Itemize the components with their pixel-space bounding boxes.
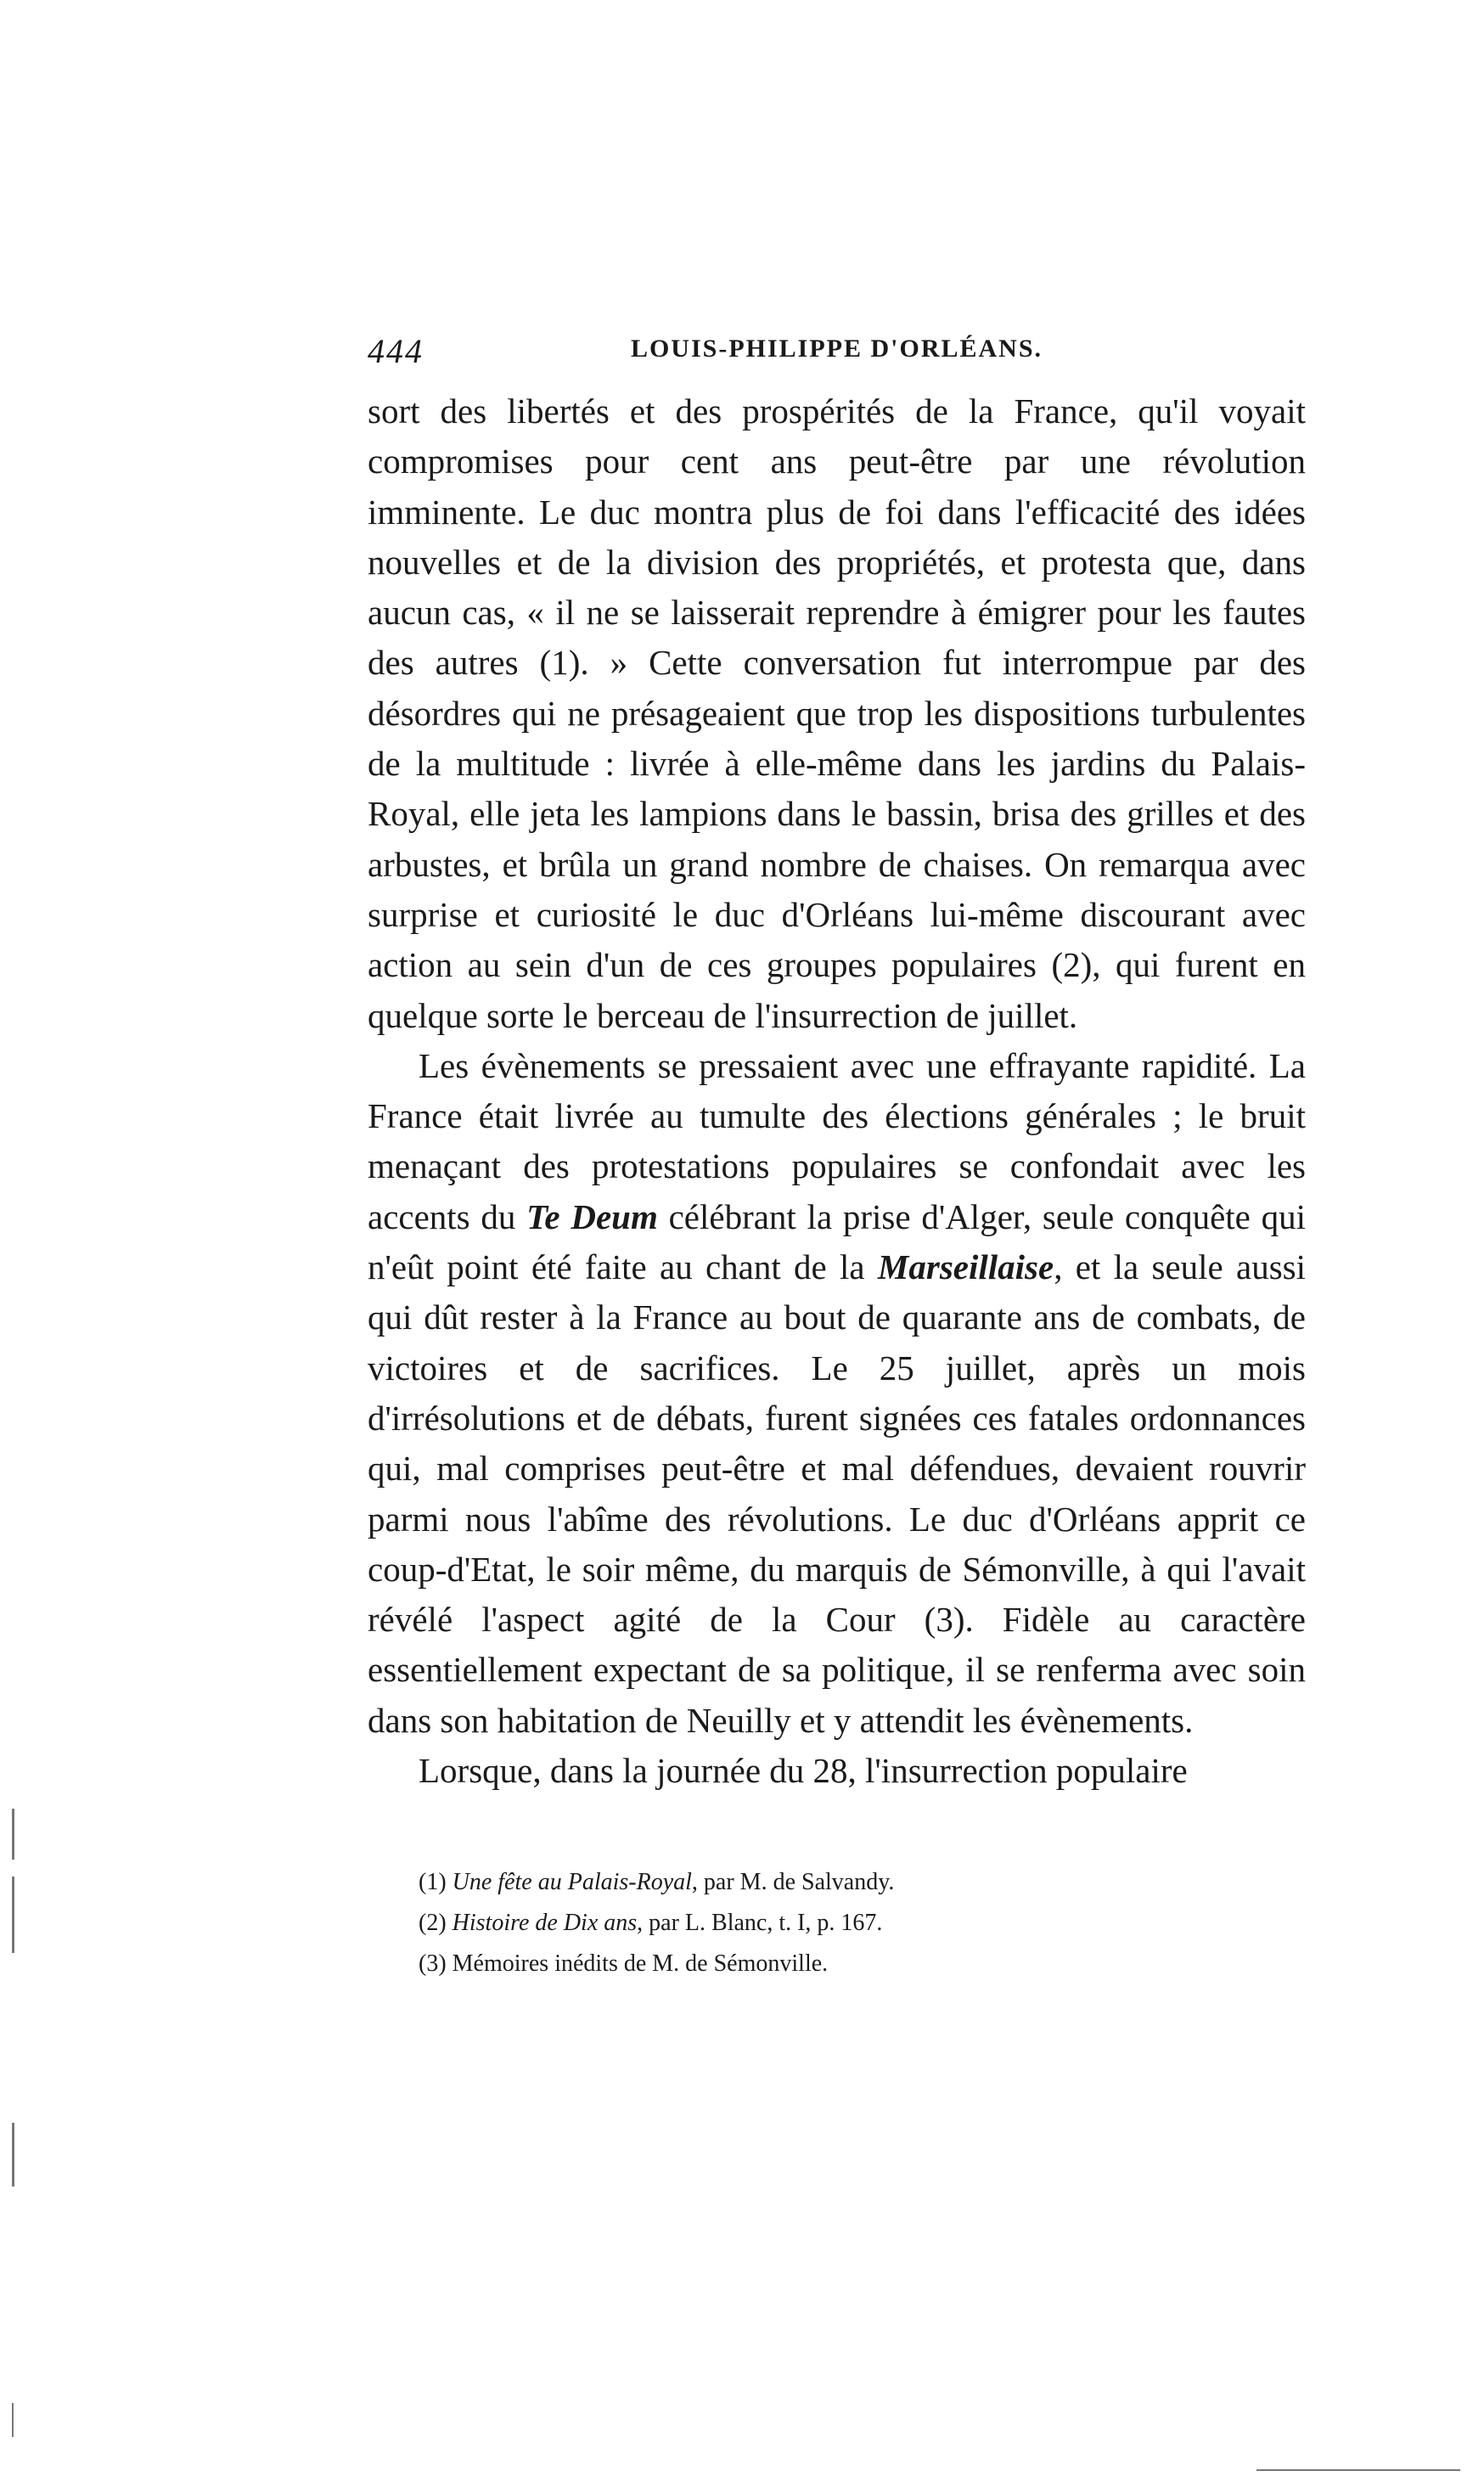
paragraph-1	[368, 386, 1306, 1041]
body-text	[368, 386, 1306, 1796]
footnote-text: Mémoires inédits de M. de Sémonville.	[452, 1950, 829, 1977]
paragraph-2-text-b: célébrant la prise d'Alger, seule conquête qui n'eût point été faite au chant de la	[368, 1196, 1306, 1287]
paragraph-3	[368, 1746, 1306, 1796]
scan-artifact-left-4	[12, 2403, 14, 2437]
footnote-title: Histoire de Dix ans	[452, 1910, 638, 1936]
marseillaise-italic: Marseillaise	[877, 1247, 1054, 1287]
footnotes	[419, 1862, 1306, 1984]
paragraph-1-text: sort des libertés et des prospérités de la France, qu'il voyait compromises pour cent ans peut-être par une révolution imminente. Le duc montra plus de foi dans l'efficacité des idées nouvelles et de la division des propriétés, et protesta que, dans aucun cas, « il ne se laisserait reprendre à émigrer pour les fautes des autres (1). » Cette conversation fut interrompue par des désordres qui ne présageaient que trop les dispositions turbulentes de la multitude : livrée à elle-même dans les jardins du Palais-Royal, elle jeta les lampions dans le bassin, brisa des grilles et des arbustes, et brûla un grand nombre de chaises. On remarqua avec surprise et curiosité le duc d'Orléans lui-même discourant avec action au sein d'un de ces groupes populaires (2), qui furent en quelque sorte le berceau de l'insurrection de juillet.	[368, 391, 1306, 1035]
paragraph-2-text-c: , et la seule aussi qui dût rester à la France au bout de quarante ans de combats, de victoires et de sacrifices. Le 25 juillet, après un mois d'irrésolutions et de débats, furent signées ces fatales ordonnances qui, mal comprises peut-être et mal défendues, devaient rouvrir parmi nous l'abîme des révolutions. Le duc d'Orléans apprit ce coup-d'Etat, le soir même, du marquis de Sémonville, à qui l'avait révélé l'aspect agité de la Cour (3). Fidèle au caractère essentiellement expectant de sa politique, il se renferma avec soin dans son habitation de Neuilly et y attendit les évènements.	[368, 1247, 1306, 1740]
footnote-3	[419, 1944, 1306, 1984]
footnote-marker: (2)	[419, 1910, 447, 1936]
footnote-1	[419, 1862, 1306, 1903]
scan-artifact-left-3	[12, 2123, 14, 2187]
paragraph-2	[368, 1041, 1306, 1746]
te-deum-italic: Te Deum	[526, 1196, 658, 1236]
paragraph-2-text-a: Les évènements se pressaient avec une effrayante rapidité. La France était livrée au tumulte des élections générales ; le bruit menaçant des protestations populaires se confondait avec les accents du	[368, 1045, 1306, 1236]
footnote-marker: (3)	[419, 1950, 447, 1977]
page-number: 444	[368, 332, 424, 370]
scan-artifact-left-2	[12, 1877, 14, 1953]
footnote-text: , par L. Blanc, t. I, p. 167.	[637, 1910, 883, 1936]
running-title: LOUIS-PHILIPPE D'ORLÉANS.	[630, 335, 1043, 363]
footnote-title: Une fête au Palais-Royal	[452, 1869, 692, 1895]
footnote-text: , par M. de Salvandy.	[691, 1869, 895, 1895]
scan-artifact-bottom	[1256, 2469, 1460, 2471]
scan-artifact-left-1	[12, 1809, 14, 1860]
page-header	[368, 331, 1306, 374]
paragraph-3-text: Lorsque, dans la journée du 28, l'insurrection populaire	[419, 1751, 1188, 1791]
footnote-marker: (1)	[419, 1869, 447, 1895]
footnote-2	[419, 1903, 1306, 1944]
